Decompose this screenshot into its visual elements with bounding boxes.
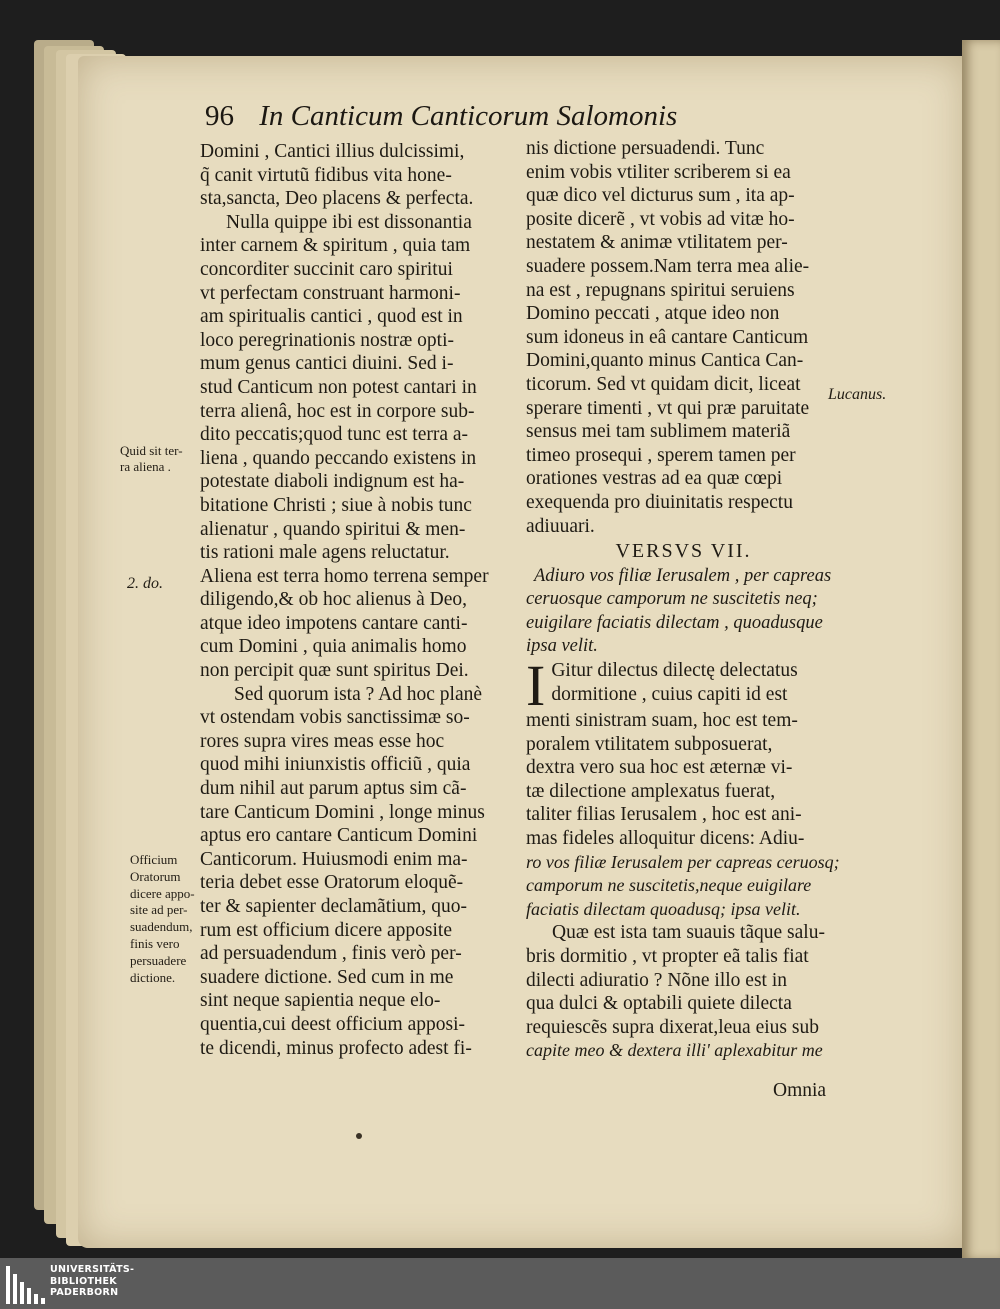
text-line: tis rationi male agens reluctatur. bbox=[200, 542, 450, 564]
text-line: teria debet esse Oratorum eloquẽ- bbox=[200, 872, 464, 894]
text-line: ro vos filiæ Ierusalem per capreas ceruosq; bbox=[526, 851, 840, 872]
text-line: cum Domini , quia animalis homo bbox=[200, 636, 467, 658]
text-line: camporum ne suscitetis,neque euigilare bbox=[526, 875, 812, 896]
text-line: vt ostendam vobis sanctissimæ so- bbox=[200, 707, 470, 729]
catchword: Omnia bbox=[773, 1080, 827, 1101]
margin-note-line: Oratorum bbox=[130, 868, 181, 884]
margin-note-quid bbox=[120, 443, 183, 475]
verse-body bbox=[526, 653, 841, 1063]
text-line: dito peccatis;quod tunc est terra a- bbox=[200, 424, 469, 446]
text-line: Domini,quanto minus Cantica Can- bbox=[526, 350, 804, 372]
text-line: sum idoneus in eâ cantare Canticum bbox=[526, 326, 809, 348]
text-line: suadere possem.Nam terra mea alie- bbox=[526, 255, 810, 277]
margin-note-line: ra aliena . bbox=[120, 459, 171, 474]
margin-note-line: dictione. bbox=[130, 969, 176, 985]
text-line: alienatur , quando spiritui & men- bbox=[200, 518, 466, 540]
margin-note-lucanus: Lucanus. bbox=[828, 386, 887, 403]
library-logo-icon bbox=[6, 1264, 46, 1304]
text-line: potestate diaboli indignum est ha- bbox=[200, 471, 465, 493]
margin-note-line: Quid sit ter- bbox=[120, 443, 183, 458]
text-line: concorditer succinit caro spiritui bbox=[200, 258, 453, 280]
running-title: In Canticum Canticorum Salomonis bbox=[259, 100, 678, 132]
text-line: sint neque sapientia neque elo- bbox=[200, 990, 441, 1012]
text-line: nis dictione persuadendi. Tunc bbox=[526, 138, 765, 159]
text-line: orationes vestras ad ea quæ cœpi bbox=[526, 468, 783, 490]
text-line: Domino peccati , atque ideo non bbox=[526, 303, 780, 325]
text-line: Sed quorum ista ? Ad hoc planè bbox=[234, 683, 483, 705]
page-number: 96 bbox=[205, 100, 234, 132]
text-line: liena , quando peccando existens in bbox=[200, 447, 477, 469]
text-line: Canticorum. Huiusmodi enim ma- bbox=[200, 848, 468, 870]
running-head bbox=[205, 100, 785, 133]
text-line: quentia,cui deest officium apposi- bbox=[200, 1013, 465, 1035]
text-line: quæ dico vel dicturus sum , ita ap- bbox=[526, 185, 795, 207]
ink-dot bbox=[356, 1133, 362, 1139]
text-line: vt perfectam construant harmoni- bbox=[200, 282, 461, 304]
text-line: Gitur dilectus dilectę delectatus bbox=[551, 660, 798, 682]
text-line: faciatis dilectam quoadusq; ipsa velit. bbox=[526, 898, 801, 919]
lemma-line: ipsa velit. bbox=[526, 636, 598, 657]
library-name-line: BIBLIOTHEK bbox=[50, 1275, 117, 1287]
text-line: sperare timenti , vt qui præ paruitate bbox=[526, 397, 810, 419]
library-footer bbox=[0, 1258, 1000, 1309]
text-line: ter & sapienter declamãtium, quo- bbox=[200, 896, 467, 917]
text-line: posite dicerẽ , vt vobis ad vitæ ho- bbox=[526, 208, 795, 230]
text-line: mum genus cantici diuini. Sed i- bbox=[200, 353, 454, 375]
text-line: dormitione , cuius capiti id est bbox=[551, 683, 788, 705]
text-line: enim vobis vtiliter scriberem si ea bbox=[526, 161, 791, 183]
text-line: ad persuadendum , finis verò per- bbox=[200, 943, 462, 965]
text-line: poralem vtilitatem subposuerat, bbox=[526, 733, 773, 755]
text-line: Aliena est terra homo terrena semper bbox=[200, 565, 489, 587]
right-column bbox=[526, 137, 841, 1063]
margin-note-line: site ad per- bbox=[130, 902, 188, 918]
text-line: requiescẽs supra dixerat,leua eius sub bbox=[526, 1016, 819, 1038]
text-line: adiuuari. bbox=[526, 515, 595, 537]
text-line: inter carnem & spiritum , quia tam bbox=[200, 235, 471, 257]
text-line: bris dormitio , vt propter eã talis fiat bbox=[526, 946, 809, 967]
text-line: aptus ero cantare Canticum Domini bbox=[200, 825, 478, 847]
text-line: capite meo & dextera illi' aplexabitur me bbox=[526, 1040, 823, 1061]
library-name-line: UNIVERSITÄTS- bbox=[50, 1264, 135, 1275]
verse-heading: VERSVS VII. bbox=[615, 540, 752, 563]
text-line: Quæ est ista tam suauis tãque salu- bbox=[552, 922, 825, 944]
margin-note-officium bbox=[130, 852, 195, 986]
text-line: terra alienâ, hoc est in corpore sub- bbox=[200, 400, 475, 422]
text-line: nestatem & animæ vtilitatem per- bbox=[526, 232, 788, 254]
margin-note-line: dicere appo- bbox=[130, 885, 195, 901]
text-line: quod mihi iniunxistis officiũ , quia bbox=[200, 754, 471, 776]
margin-note-line: suadendum, bbox=[130, 919, 193, 935]
drop-initial: I bbox=[526, 653, 546, 719]
text-line: mas fideles alloquitur dicens: Adiu- bbox=[526, 828, 805, 850]
left-column bbox=[200, 140, 515, 1060]
text-line: bitatione Christi ; siue à nobis tunc bbox=[200, 494, 472, 516]
text-line: taliter filias Ierusalem , hoc est ani- bbox=[526, 804, 802, 826]
text-line: Domini , Cantici illius dulcissimi, bbox=[200, 141, 465, 162]
text-line: dextra vero sua hoc est æternæ vi- bbox=[526, 757, 793, 779]
text-line: te dicendi, minus profecto adest fi- bbox=[200, 1037, 472, 1059]
margin-note-line: persuadere bbox=[130, 952, 187, 968]
text-line: atque ideo impotens cantare canti- bbox=[200, 612, 468, 634]
text-line: na est , repugnans spiritui seruiens bbox=[526, 279, 795, 301]
text-line: loco peregrinationis nostræ opti- bbox=[200, 329, 454, 351]
text-line: sensus mei tam sublimem materiã bbox=[526, 421, 791, 443]
library-name bbox=[50, 1264, 134, 1299]
text-line: rores supra vires meas esse hoc bbox=[200, 730, 445, 752]
facing-page-edge bbox=[962, 40, 1000, 1260]
text-line: stud Canticum non potest cantari in bbox=[200, 376, 477, 398]
text-line: qua dulci & optabili quiete dilecta bbox=[526, 993, 792, 1015]
library-name-line: PADERBORN bbox=[50, 1287, 119, 1298]
text-line: exequenda pro diuinitatis respectu bbox=[526, 491, 793, 513]
margin-note-2do: 2. do. bbox=[127, 575, 163, 592]
text-line: diligendo,& ob hoc alienus à Deo, bbox=[200, 589, 467, 611]
text-line: suadere dictione. Sed cum in me bbox=[200, 966, 454, 988]
text-line: tæ dilectione amplexatus fuerat, bbox=[526, 780, 776, 802]
lemma-line: Adiuro vos filiæ Ierusalem , per capreas bbox=[534, 565, 832, 586]
text-line: timeo prosequi , sperem tamen per bbox=[526, 444, 796, 466]
text-line: non percipit quæ sunt spiritus Dei. bbox=[200, 660, 469, 682]
text-line: dilecti adiuratio ? Nõne illo est in bbox=[526, 969, 788, 991]
margin-note-line: Officium bbox=[130, 852, 178, 867]
lemma-line: euigilare faciatis dilectam , quoadusque bbox=[526, 612, 823, 633]
text-line: rum est officium dicere apposite bbox=[200, 919, 452, 941]
text-line: dum nihil aut parum aptus sim cã- bbox=[200, 778, 467, 800]
text-line: menti sinistram suam, hoc est tem- bbox=[526, 710, 798, 732]
margin-note-line: finis vero bbox=[130, 935, 180, 951]
text-line: ticorum. Sed vt quidam dicit, liceat bbox=[526, 373, 801, 395]
text-line: q̃ canit virtutũ fidibus vita hone- bbox=[200, 164, 452, 186]
text-line: tare Canticum Domini , longe minus bbox=[200, 801, 485, 823]
lemma-line: ceruosque camporum ne suscitetis neq; bbox=[526, 589, 818, 610]
text-line: am spiritualis cantici , quod est in bbox=[200, 306, 463, 328]
text-line: Nulla quippe ibi est dissonantia bbox=[226, 211, 472, 233]
text-line: sta,sancta, Deo placens & perfecta. bbox=[200, 188, 474, 210]
